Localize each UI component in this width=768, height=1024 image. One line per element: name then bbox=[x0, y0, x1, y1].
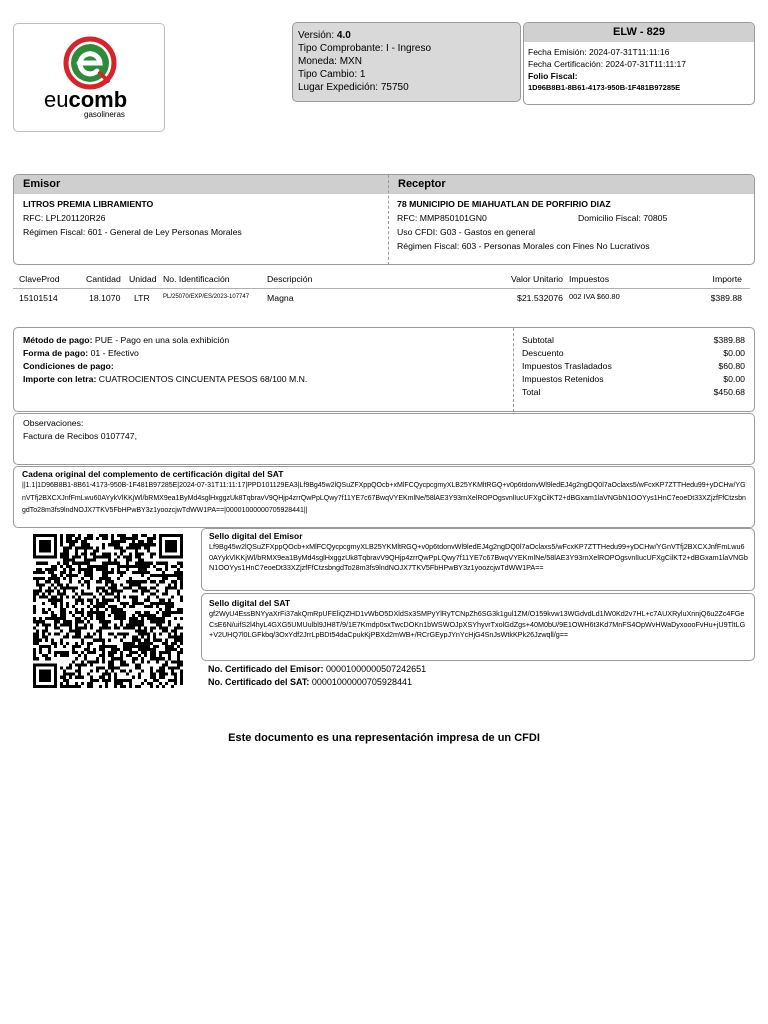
total-line: Total $450.68 bbox=[522, 387, 745, 397]
sello-sat-title: Sello digital del SAT bbox=[209, 598, 291, 608]
table-row bbox=[19, 293, 744, 307]
cfdi-info-box bbox=[292, 22, 521, 102]
folio-box bbox=[523, 22, 755, 105]
row-impuestos: 002 IVA $60.80 bbox=[569, 292, 620, 301]
sello-emisor-box bbox=[201, 528, 755, 591]
receptor-rfc: RFC: MMP850101GN0 Domicilio Fiscal: 70805 bbox=[397, 213, 668, 223]
emisor-regimen: Régimen Fiscal: 601 - General de Ley Personas Morales bbox=[23, 227, 242, 237]
receptor-header: Receptor bbox=[398, 178, 446, 190]
emisor-header: Emisor bbox=[23, 178, 61, 190]
receptor-domicilio: Domicilio Fiscal: 70805 bbox=[578, 213, 668, 223]
emisor-block bbox=[23, 197, 242, 239]
total-line: Subtotal $389.88 bbox=[522, 335, 745, 345]
col-unidad: Unidad bbox=[129, 274, 157, 284]
items-header-row bbox=[19, 274, 744, 287]
cadena-text: ||1.1|1D96B8B1-8B61-4173-950B-1F481B97285E|2024-07-31T11:11:17|PPD101129EA3|Lf9Bg45w2lQSuZFXppQOcb+xMlFCQycpcgmyXLB25YKMltRGQ+v0p6tdonvWl9ledEJ4g2ngDQ0l7aOclaxs5/wFcxKP7ZTTHedu99+yDCHw/YGnVTfj2BXCXJnfFmLwu60AYykVlKKjWl/bRMX9ea1ByMd4sglHxggzUk8TqbravV9QHjp4zrrQwPpLQwy7f11YE7c67BwqVYEKmlNe/58lAE3Y93rnXelROPOgsvnlIucUFXgCilKT2+dBGxam1laVNGbN1OOYys1HnC7eoeDt33XZjzfFfCtzsbngdTo28m3fs9lndNOJX7TKV5FbHPwBY3z1yoozcjwTdWW1PA==|00001000000705928441|| bbox=[22, 482, 746, 514]
cfdi-lugar: Lugar Expedición: 75750 bbox=[298, 82, 409, 93]
receptor-name: 78 MUNICIPIO DE MIAHUATLAN DE PORFIRIO DIAZ bbox=[397, 199, 611, 209]
observaciones-label: Observaciones: bbox=[23, 418, 84, 428]
emisor-receptor-box bbox=[13, 174, 755, 265]
row-unidad: LTR bbox=[134, 293, 150, 303]
cadena-title: Cadena original del complemento de certificación digital del SAT bbox=[22, 469, 284, 479]
brand-subtitle: gasolineras bbox=[84, 110, 125, 119]
col-importe: Importe bbox=[712, 274, 742, 284]
row-clave: 15101514 bbox=[19, 293, 58, 303]
sello-sat-box bbox=[201, 593, 755, 661]
forma-pago: Forma de pago: 01 - Efectivo bbox=[23, 348, 139, 358]
totales-divider bbox=[513, 328, 514, 412]
certificados-block bbox=[208, 663, 426, 689]
col-clave: ClaveProd bbox=[19, 274, 60, 284]
qr-code-icon bbox=[33, 534, 183, 688]
cfdi-tipo: Tipo Comprobante: I - Ingreso bbox=[298, 43, 432, 54]
row-descripcion: Magna bbox=[267, 293, 294, 303]
eucomb-logo-icon bbox=[62, 35, 118, 91]
observaciones-box bbox=[13, 413, 755, 465]
totales-block bbox=[522, 334, 745, 399]
logo-box bbox=[13, 23, 165, 132]
total-line: Impuestos Trasladados $60.80 bbox=[522, 361, 745, 371]
cert-sat: No. Certificado del SAT: 00001000000705928441 bbox=[208, 677, 412, 687]
col-valor-unitario: Valor Unitario bbox=[511, 274, 563, 284]
folio-fiscal: 1D96B8B1-8B61-4173-950B-1F481B97285E bbox=[528, 83, 681, 92]
col-impuestos: Impuestos bbox=[569, 274, 610, 284]
receptor-regimen: Régimen Fiscal: 603 - Personas Morales con Fines No Lucrativos bbox=[397, 241, 650, 251]
observaciones-text: Factura de Recibos 0107747, bbox=[23, 431, 137, 441]
brand-name-bold: comb bbox=[68, 87, 128, 112]
pago-box bbox=[13, 327, 755, 412]
folio-fiscal-label: Folio Fiscal: bbox=[528, 71, 578, 81]
row-cantidad: 18.1070 bbox=[89, 293, 121, 303]
receptor-block bbox=[397, 197, 747, 253]
footer-text: Este documento es una representación impresa de un CFDI bbox=[228, 732, 540, 744]
pago-block bbox=[23, 334, 307, 386]
divider bbox=[388, 175, 389, 265]
total-line: Impuestos Retenidos $0.00 bbox=[522, 374, 745, 384]
total-line: Descuento $0.00 bbox=[522, 348, 745, 358]
folio-title: ELW - 829 bbox=[524, 23, 754, 42]
brand-name bbox=[44, 88, 127, 112]
items-table bbox=[19, 274, 744, 306]
cfdi-moneda: Moneda: MXN bbox=[298, 56, 362, 67]
row-importe: $389.88 bbox=[710, 293, 742, 303]
brand-name-light: eu bbox=[44, 87, 69, 112]
emisor-receptor-header bbox=[14, 175, 754, 194]
condiciones-pago: Condiciones de pago: bbox=[23, 361, 114, 371]
col-identificacion: No. Identificación bbox=[163, 274, 230, 284]
col-cantidad: Cantidad bbox=[86, 274, 121, 284]
emisor-name: LITROS PREMIA LIBRAMIENTO bbox=[23, 199, 154, 209]
cert-emisor: No. Certificado del Emisor: 00001000000507242651 bbox=[208, 664, 427, 674]
cfdi-tipo-cambio: Tipo Cambio: 1 bbox=[298, 69, 366, 80]
fecha-certificacion: Fecha Certificación: 2024-07-31T11:11:17 bbox=[528, 59, 686, 69]
receptor-uso: Uso CFDI: G03 - Gastos en general bbox=[397, 227, 536, 237]
metodo-pago: Método de pago: PUE - Pago en una sola exhibición bbox=[23, 335, 230, 345]
col-descripcion: Descripción bbox=[267, 274, 313, 284]
sello-sat-text: gf2WyU4EssBNYyaXrFi37akQmRpUFEliQZHD1vWbO5DXldSx3SMPyYlRyTCNpZh6SG3k1gul1ZM/O159kvw13WGdvdLd1lW0Kd2v7HL+c7AUXRyluXnnjQ6u2Zc4FGeCsE6N/uifS2l4hyL4GXG5UMUulbl9JH8T/9/1E7Kmdp0sxTwcDOKn1bWSWOJpXSYhyvrTxolGdZgs+40M0bU/9E1OWH6t3Kd7MnFS4OpWvHWaDyxoooFvHu+jU9TltLG+V2UHQ7l0LGFkbq/3OxYdf2JrrLpBDt54daCpukKjPBXd2mWB+/RCrGEypJYnYcHjG4SnJsWtkKPk26Jzwqll/g== bbox=[209, 609, 746, 639]
cfdi-version: Versión: 4.0 bbox=[298, 30, 351, 41]
row-identificacion: PL/25070/EXP/ES/2023-107747 bbox=[163, 294, 250, 300]
sello-emisor-text: Lf9Bg45w2lQSuZFXppQOcb+xMlFCQycpcgmyXLB25YKMltRGQ+v0p6tdonvWl9ledEJ4g2ngDQ0l7aOclaxs5/wFcxKP7ZTTHedu99+yDCHw/YGnVTfj2BXCXJnfFmLwu60AYykVlKKjWl/bRMX9ea1ByMd4sglHxggzUk8TqbravV9QHjp4zrrQwPpLQwy7f11YE7c67BwqVYEKmlNe/58lAE3Y93rnXelROPOgsvnlIucUFXgCilKT2+dBGxam1laVNGbN1OOYys1HnC7eoeDt33XZjzfFfCtzsbngdTo28m3fs9lndNOJX7TKV5FbHPwBY3z1yoozcjwTdWW1PA== bbox=[209, 542, 748, 572]
emisor-rfc: RFC: LPL201120R26 bbox=[23, 213, 106, 223]
fecha-emision: Fecha Emisión: 2024-07-31T11:11:16 bbox=[528, 47, 670, 57]
sello-emisor-title: Sello digital del Emisor bbox=[209, 531, 303, 541]
row-valor-unitario: $21.532076 bbox=[517, 293, 563, 303]
cadena-box bbox=[13, 466, 755, 528]
importe-letra: Importe con letra: CUATROCIENTOS CINCUENTA PESOS 68/100 M.N. bbox=[23, 374, 308, 384]
